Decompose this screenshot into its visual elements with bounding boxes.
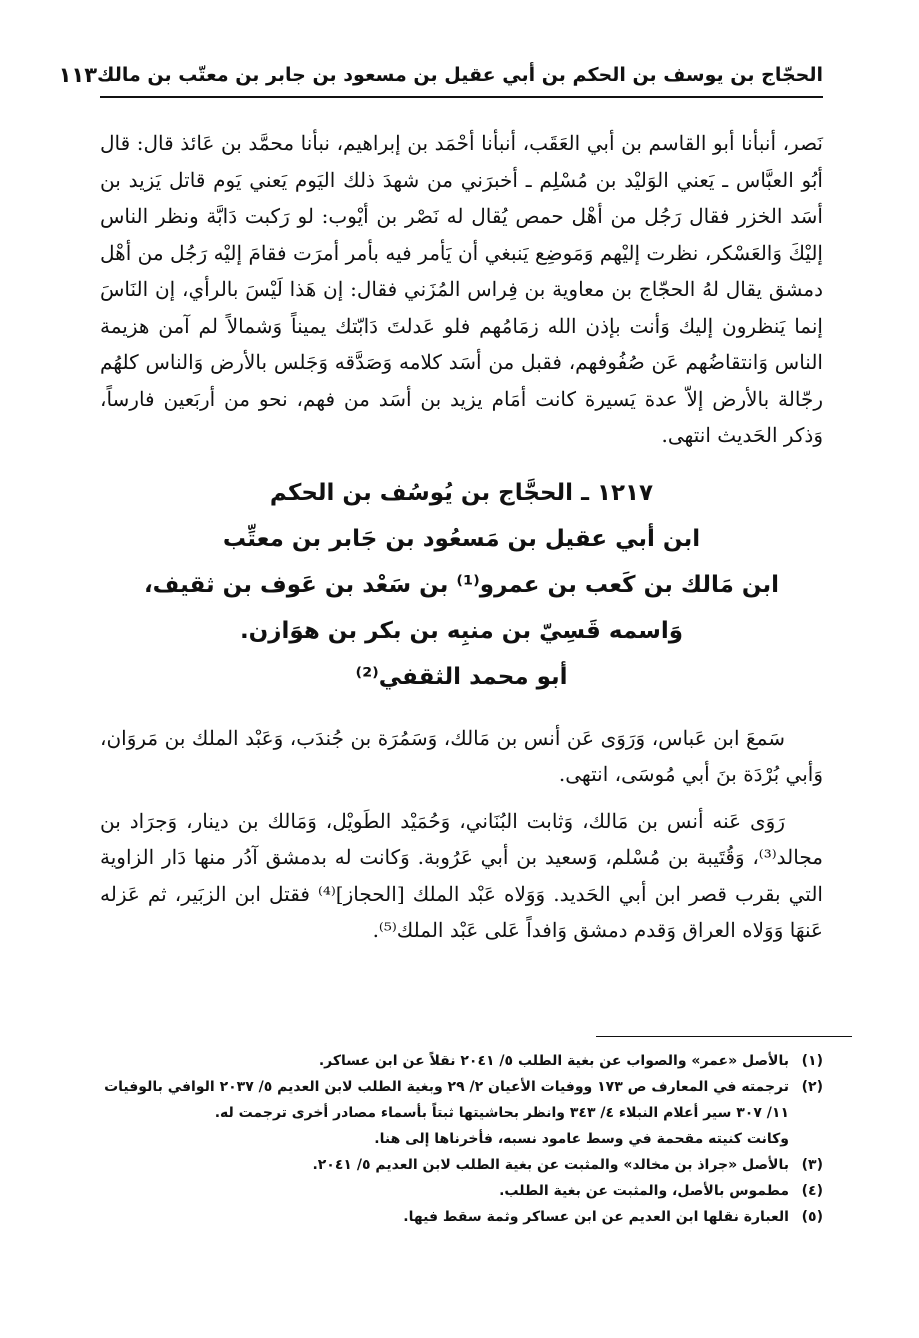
paragraph-3: رَوَى عَنه أنس بن مَالك، وَثابت البُنَاني، وَحُمَيْد الطَويْل، وَمَالك بن دينار، وَجرَاد بن مجالد⁽³⁾، وَقُتَيبة بن مُسْلم، وَسعيد بن أبي عَرُوبة. وَكانت له بدمشق آدُر منها دَار الزاوية التي بقرب قصر ابن أبي الحَديد. وَوَلاه عَبْد الملك [الحجاز]⁽⁴⁾ فقتل ابن الزبَير، ثم عَزله عَنهَا وَوَلاه العراق وَقدم دمشق وَافداً عَلى عَبْد الملك⁽⁵⁾. xyxy=(100,808,823,942)
footnote-number: (٥) xyxy=(801,1209,823,1225)
footnote-number: (٢) xyxy=(801,1079,823,1095)
footnote-text xyxy=(100,1204,789,1230)
footnote-line: ترجمته في المعارف ص ١٧٣ ووفيات الأعيان ٢/ ٢٩ وبغية الطلب لابن العديم ٥/ ٢٠٣٧ الوافي بالوفيات xyxy=(104,1079,789,1095)
page-number: ١١٣ xyxy=(58,63,98,87)
main-text xyxy=(100,125,823,949)
paragraph-1: نَصر، أنبأنا أبو القاسم بن أبي العَقَب، أنبأنا أحْمَد بن إبراهيم، نبأنا محمَّد بن عَائذ قال: قال أبُو العبَّاس ـ يَعني الوَليْد بن مُسْلِم ـ أخبرَني من شهدَ ذلك اليَوم يَعني يَوم قاتل يَزيد بن أسَد الخزر فقال رَجُل من أهْل حمص يُقال له نَصْر بن أيْوب: لو رَكبت دَابَّة ونظر الناس إليْكَ وَالعَسْكر، نظرت إليْهم وَمَوضِع يَنبغي أن يَأمر فيه بأمر أمرَت فقامَ إليْه رَجُل من أهْل دمشق يقال لهُ الحجّاج بن معاوية بن فِراس المُزَني فقال: إن هَذا لَيْسَ بالرأي، إن النَاسَ إنما يَنظرون إليك وَأنت بإذن الله زمَامُهم فلو عَدلتَ دَابّتك يميناً وَشمالاً لم آمن هزيمة الناس وَانتقاضُهم عَن صُفُوفهم، فقبل من أسَد كلامه وَصَدَّقه وَجَلس بالأرض وَالناس كلهُم رجّالة بالأرض إلاّ عدة يَسيرة كانت أمَام يزيد بن أسَد من فهم، نحو من أربَعين فارساً، وَذكر الحَديث انتهى. xyxy=(100,131,823,447)
footnote-text xyxy=(100,1178,789,1204)
footnote-line: مطموس بالأصل، والمثبت عن بغية الطلب. xyxy=(499,1183,789,1199)
footnote-text xyxy=(100,1152,789,1178)
footnote-separator xyxy=(596,1036,852,1037)
biography-heading-line: أبو محمد الثقفي⁽²⁾ xyxy=(355,663,568,690)
footnote-text xyxy=(100,1048,789,1074)
biography-heading xyxy=(100,470,823,700)
biography-heading-line: ابن أبي عقيل بن مَسعُود بن جَابر بن معتِّب xyxy=(222,525,701,552)
footnote-2 xyxy=(100,1074,823,1152)
footnote-number: (٤) xyxy=(801,1183,823,1199)
footnote-3 xyxy=(100,1152,823,1178)
footnote-4 xyxy=(100,1178,823,1204)
footnote-text xyxy=(100,1074,789,1152)
footnote-line: وكانت كنيته مقحمة في وسط عامود نسبه، فأخرناها إلى هنا. xyxy=(374,1131,789,1147)
footnote-line: بالأصل «جراذ بن مخالد» والمثبت عن بغية الطلب لابن العديم ٥/ ٢٠٤١. xyxy=(312,1157,789,1173)
footnote-line: ١١/ ٣٠٧ سير أعلام النبلاء ٤/ ٣٤٣ وانظر بحاشيتها ثبتاً بأسماء مصادر أخرى ترجمت له. xyxy=(214,1105,789,1121)
paragraph-2: سَمعَ ابن عَباس، وَرَوَى عَن أنس بن مَالك، وَسَمُرَة بن جُندَب، وَعَبْد الملك بن مَروَان، وَأبي بُرْدَة بنَ أبي مُوسَى، انتهى. xyxy=(100,725,823,786)
header-rule xyxy=(100,96,823,98)
biography-heading-line: ١٢١٧ ـ الحجَّاج بن يُوسُف بن الحكم xyxy=(269,479,654,506)
header-title: الحجّاج بن يوسف بن الحكم بن أبي عقيل بن مسعود بن جابر بن معتّب بن مالك xyxy=(97,64,823,86)
biography-heading-line: ابن مَالك بن كَعب بن عمرو⁽¹⁾ بن سَعْد بن عَوف بن ثقيف، xyxy=(143,571,780,598)
footnotes xyxy=(100,1048,823,1230)
footnote-line: بالأصل «عمر» والصواب عن بغية الطلب ٥/ ٢٠٤١ نقلاً عن ابن عساكر. xyxy=(318,1053,789,1069)
footnote-1 xyxy=(100,1048,823,1074)
footnote-number: (٣) xyxy=(801,1157,823,1173)
footnote-5 xyxy=(100,1204,823,1230)
footnote-line: العبارة نقلها ابن العديم عن ابن عساكر وثمة سقط فيها. xyxy=(403,1209,789,1225)
running-header xyxy=(58,58,823,92)
biography-heading-line: وَاسمه قَسِيّ بن منبِه بن بكر بن هوَازن. xyxy=(239,617,684,644)
footnote-number: (١) xyxy=(801,1053,823,1069)
